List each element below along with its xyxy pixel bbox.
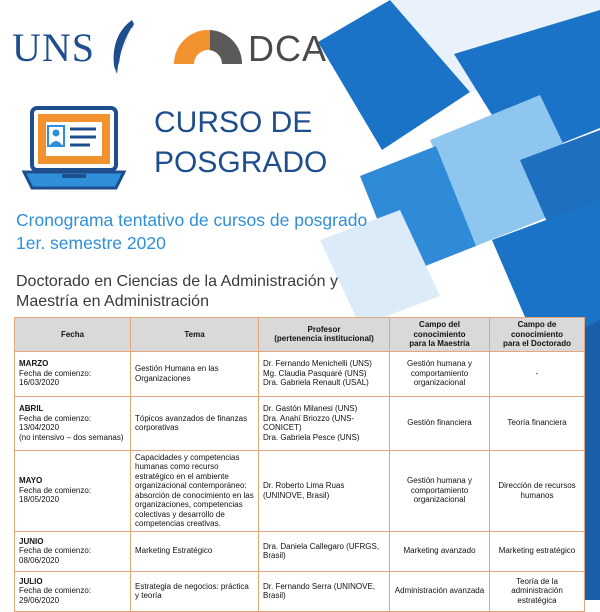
table-row bbox=[15, 531, 585, 571]
program-line-1: Doctorado en Ciencias de la Administración y bbox=[16, 273, 338, 290]
cell-profesor bbox=[259, 351, 390, 396]
uns-logo-text: UNS bbox=[12, 25, 96, 70]
cell-fecha bbox=[15, 571, 131, 611]
laptop-icon bbox=[22, 104, 126, 196]
page-title-line-2: POSGRADO bbox=[154, 146, 328, 179]
start-date: Fecha de comienzo: 16/03/2020 bbox=[19, 368, 92, 388]
cell-profesor bbox=[259, 571, 390, 611]
cell-maestria: Gestión financiera bbox=[390, 396, 490, 450]
cell-tema: Marketing Estratégico bbox=[131, 531, 259, 571]
cell-maestria: Gestión humana y comportamiento organizacional bbox=[390, 450, 490, 531]
professor-name: Mg. Claudia Pasquaré (UNS) bbox=[263, 368, 367, 378]
header-profesor-line-2: (pertenencia institucional) bbox=[274, 334, 374, 344]
header-maestria-line-2: para la Maestría bbox=[409, 339, 470, 348]
start-date: Fecha de comienzo: 18/05/2020 bbox=[19, 485, 92, 505]
header-doctorado-line-2: para el Doctorado bbox=[502, 339, 571, 348]
table-row bbox=[15, 571, 585, 611]
cell-fecha bbox=[15, 351, 131, 396]
cell-tema: Capacidades y competencias humanas como recurso estratégico en el ambiente organizacional contemporáneo: absorción de conocimiento en las organizaciones, competencias colectivas y desarrollo de competencias creativas. bbox=[131, 450, 259, 531]
professor-name: Dr. Fernando Menichelli (UNS) bbox=[263, 359, 372, 369]
cell-profesor bbox=[259, 531, 390, 571]
header-maestria bbox=[390, 318, 490, 352]
header-maestria-line-1: Campo del conocimiento bbox=[413, 320, 466, 339]
professor-name: Dra. Daniela Callegaro (UFRGS, Brasil) bbox=[263, 541, 380, 560]
cell-tema: Gestión Humana en las Organizaciones bbox=[131, 351, 259, 396]
cell-doctorado: Teoría financiera bbox=[490, 396, 585, 450]
start-date: Fecha de comienzo: 13/04/2020 bbox=[19, 413, 92, 432]
month-label: JULIO bbox=[19, 576, 43, 586]
table-header-row bbox=[15, 318, 585, 352]
month-label: ABRIL bbox=[19, 404, 44, 413]
feather-icon bbox=[110, 20, 136, 74]
table-row bbox=[15, 396, 585, 450]
cell-doctorado: - bbox=[490, 351, 585, 396]
schedule-table bbox=[14, 317, 585, 612]
professor-name: Dr. Gastón Milanesi (UNS) bbox=[263, 404, 358, 413]
cell-profesor bbox=[259, 396, 390, 450]
month-label: JUNIO bbox=[19, 536, 44, 546]
header-doctorado bbox=[490, 318, 585, 352]
table-row bbox=[15, 351, 585, 396]
subtitle-line-1: Cronograma tentativo de cursos de posgrado bbox=[16, 210, 368, 230]
cell-fecha bbox=[15, 450, 131, 531]
header-profesor-line-1: Profesor bbox=[307, 324, 341, 334]
professor-name: Dra. Gabriela Renault (USAL) bbox=[263, 378, 369, 388]
start-date: Fecha de comienzo: 08/06/2020 bbox=[19, 546, 92, 565]
cell-doctorado: Teoría de la administración estratégica bbox=[490, 571, 585, 611]
header-doctorado-line-1: Campo de conocimiento bbox=[510, 320, 563, 339]
cell-fecha bbox=[15, 531, 131, 571]
cell-doctorado: Marketing estratégico bbox=[490, 531, 585, 571]
month-label: MARZO bbox=[19, 359, 49, 369]
professor-name: Dra. Anahí Briozzo (UNS-CONICET) bbox=[263, 413, 355, 432]
header-profesor bbox=[259, 318, 390, 352]
subtitle-line-2: 1er. semestre 2020 bbox=[16, 233, 166, 253]
cell-tema: Tópicos avanzados de finanzas corporativas bbox=[131, 396, 259, 450]
page-title-line-1: CURSO DE bbox=[154, 106, 313, 139]
table-row bbox=[15, 450, 585, 531]
cell-profesor bbox=[259, 450, 390, 531]
cell-doctorado: Dirección de recursos humanos bbox=[490, 450, 585, 531]
start-date: Fecha de comienzo: 29/06/2020 bbox=[19, 586, 92, 605]
cell-maestria: Administración avanzada bbox=[390, 571, 490, 611]
uns-logo bbox=[12, 20, 136, 76]
schedule-table-container bbox=[14, 317, 584, 612]
dca-logo-text: DCA bbox=[248, 28, 328, 69]
dca-arc-icon bbox=[170, 20, 246, 80]
cell-fecha bbox=[15, 396, 131, 450]
start-date-note: (no intensivo – dos semanas) bbox=[19, 432, 124, 442]
professor-name: Dr. Roberto Lima Ruas (UNINOVE, Brasil) bbox=[263, 481, 345, 500]
header-tema: Tema bbox=[131, 318, 259, 352]
dca-logo bbox=[170, 20, 340, 80]
program-line-2: Maestría en Administración bbox=[16, 293, 209, 310]
cell-maestria: Gestión humana y comportamiento organizacional bbox=[390, 351, 490, 396]
month-label: MAYO bbox=[19, 476, 43, 486]
professor-name: Dra. Gabriela Pesce (UNS) bbox=[263, 432, 360, 442]
cell-tema: Estrategia de negocios: práctica y teoría bbox=[131, 571, 259, 611]
cell-maestria: Marketing avanzado bbox=[390, 531, 490, 571]
professor-name: Dr. Fernando Serra (UNINOVE, Brasil) bbox=[263, 581, 376, 600]
header-fecha: Fecha bbox=[15, 318, 131, 352]
